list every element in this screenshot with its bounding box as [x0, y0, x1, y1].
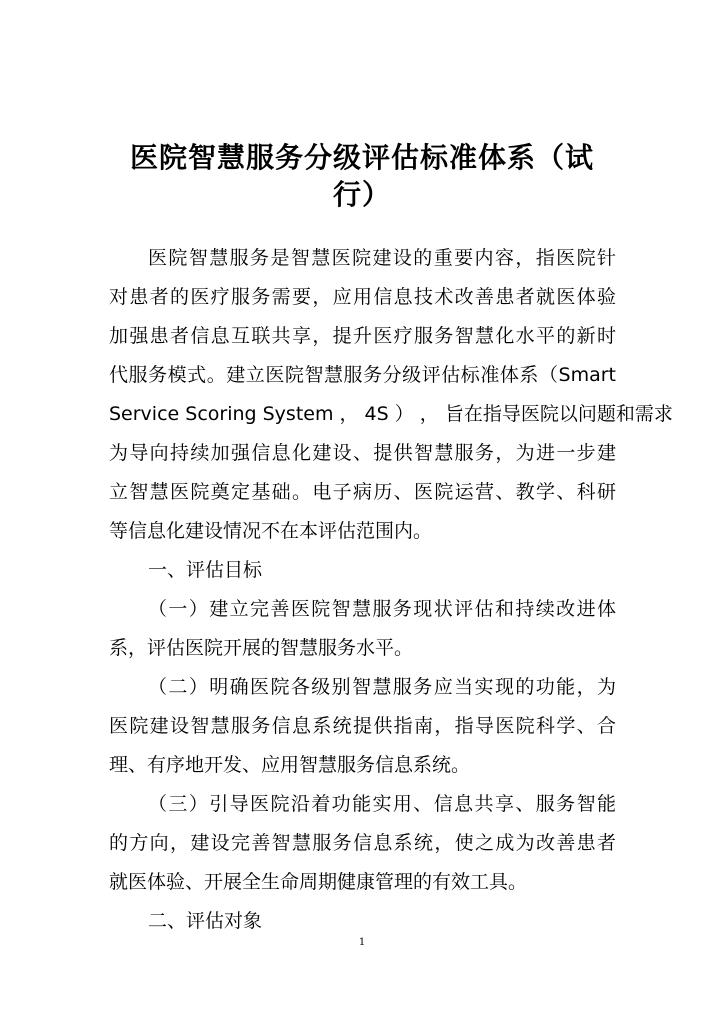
paragraph-line: 加强患者信息互联共享，提升医疗服务智慧化水平的新时	[109, 325, 616, 347]
paragraph-line: （二）明确医院各级别智慧服务应当实现的功能，为	[148, 676, 616, 698]
paragraph-line: 就医体验、开展全生命周期健康管理的有效工具。	[109, 871, 528, 893]
paragraph-line: 为导向持续加强信息化建设、提供智慧服务，为进一步建	[109, 442, 616, 464]
section-heading: 二、评估对象	[148, 910, 263, 932]
paragraph-line: （一）建立完善医院智慧服务现状评估和持续改进体	[148, 598, 616, 620]
document-title-line-1: 医院智慧服务分级评估标准体系（试	[129, 141, 594, 174]
paragraph-line: 代服务模式。建立医院智慧服务分级评估标准体系（Smart	[109, 364, 616, 386]
paragraph-line: 医院智慧服务是智慧医院建设的重要内容，指医院针	[148, 247, 616, 269]
paragraph-line: 的方向，建设完善智慧服务信息系统，使之成为改善患者	[109, 832, 616, 854]
section-heading: 一、评估目标	[148, 559, 263, 581]
page-number: 1	[358, 937, 366, 948]
paragraph-line: （三）引导医院沿着功能实用、信息共享、服务智能	[148, 793, 616, 815]
paragraph-line: Service Scoring System ， 4S ） ， 旨在指导医院以问题和需求	[109, 403, 673, 425]
document-title-line-2: 行）	[332, 178, 391, 211]
paragraph-line: 等信息化建设情况不在本评估范围内。	[109, 520, 433, 542]
paragraph-line: 系，评估医院开展的智慧服务水平。	[109, 637, 414, 659]
paragraph-line: 立智慧医院奠定基础。电子病历、医院运营、教学、科研	[109, 481, 616, 503]
paragraph-line: 对患者的医疗服务需要，应用信息技术改善患者就医体验	[109, 286, 616, 308]
paragraph-line: 理、有序地开发、应用智慧服务信息系统。	[109, 754, 471, 776]
paragraph-line: 医院建设智慧服务信息系统提供指南，指导医院科学、合	[109, 715, 616, 737]
